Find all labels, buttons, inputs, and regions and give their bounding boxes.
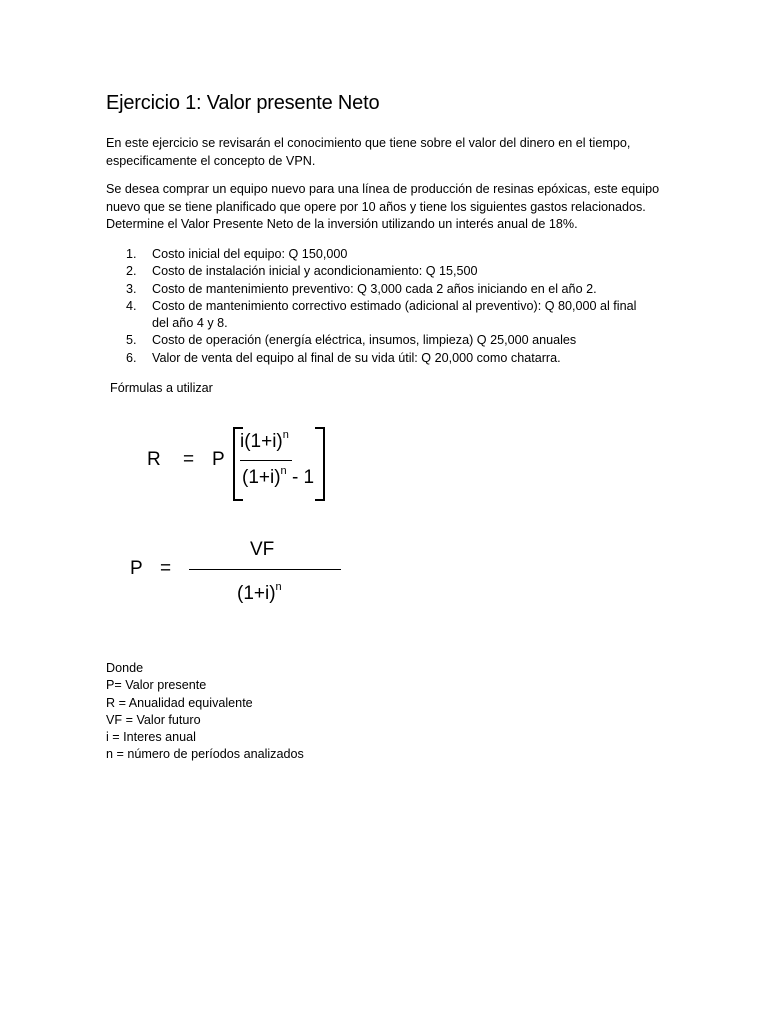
formula-denominator <box>237 583 282 605</box>
list-item <box>126 350 666 367</box>
formula-numerator <box>240 431 289 453</box>
definition-item: i = Interes anual <box>106 730 196 745</box>
denominator-base: (1+i) <box>237 583 276 604</box>
numerator-base: i(1+i) <box>240 431 283 452</box>
annuity-formula <box>140 425 340 505</box>
list-item-number: 3. <box>126 281 137 296</box>
list-item-number: 4. <box>126 298 137 313</box>
list-item-number: 6. <box>126 350 137 365</box>
formula-p: P <box>212 449 225 470</box>
cost-list <box>126 246 666 367</box>
list-item-text: Costo de operación (energía eléctrica, insumos, limpieza) Q 25,000 anuales <box>152 333 577 348</box>
formula-numerator: VF <box>250 539 275 560</box>
list-item <box>126 281 666 298</box>
list-item <box>126 246 666 263</box>
definition-item: P= Valor presente <box>106 678 207 693</box>
formula-denominator <box>242 467 314 489</box>
intro-line: En este ejercicio se revisarán el conocimiento que tiene sobre el valor del dinero en el tiempo, <box>106 136 631 150</box>
definition-item: VF = Valor futuro <box>106 712 201 727</box>
problem-paragraph <box>106 181 666 234</box>
definitions-heading: Donde <box>106 661 144 675</box>
formulas-label: Fórmulas a utilizar <box>110 381 213 395</box>
definition-item: R = Anualidad equivalente <box>106 695 253 710</box>
formula-equals: = <box>183 449 195 470</box>
page-title: Ejercicio 1: Valor presente Neto <box>106 92 380 114</box>
present-value-formula <box>120 535 360 615</box>
list-item <box>126 332 666 349</box>
numerator-exponent: n <box>282 429 289 441</box>
list-item-text: Costo de mantenimiento preventivo: Q 3,000 cada 2 años iniciando en el año 2. <box>152 281 597 296</box>
intro-line: especificamente el concepto de VPN. <box>106 153 316 168</box>
fraction-line <box>189 569 341 570</box>
problem-line: Determine el Valor Presente Neto de la inversión utilizando un interés anual de 18%. <box>106 217 578 231</box>
list-item-number: 2. <box>126 264 137 279</box>
problem-line: nuevo que se tiene planificado que opere por 10 años y tiene los siguientes gastos relacionados. <box>106 199 646 214</box>
list-item <box>126 298 666 333</box>
list-item-text: Costo inicial del equipo: Q 150,000 <box>152 247 348 261</box>
denominator-exponent: n <box>280 465 287 477</box>
formula-lhs: P <box>130 558 143 579</box>
list-item-text: del año 4 y 8. <box>152 316 228 331</box>
denominator-base: (1+i) <box>242 467 281 488</box>
formula-lhs: R <box>147 449 161 470</box>
definitions-block <box>106 660 304 764</box>
fraction-line <box>240 460 292 461</box>
list-item-text: Costo de instalación inicial y acondicionamiento: Q 15,500 <box>152 264 478 279</box>
denominator-tail: - 1 <box>286 467 315 488</box>
list-item <box>126 263 666 280</box>
list-item-text: Valor de venta del equipo al final de su vida útil: Q 20,000 como chatarra. <box>152 350 561 365</box>
formula-equals: = <box>160 558 172 579</box>
right-bracket <box>315 427 325 501</box>
intro-paragraph <box>106 135 666 170</box>
list-item-number: 1. <box>126 247 137 261</box>
list-item-number: 5. <box>126 333 137 348</box>
list-item-text: Costo de mantenimiento correctivo estimado (adicional al preventivo): Q 80,000 al final <box>152 298 637 313</box>
definition-item: n = número de períodos analizados <box>106 747 304 762</box>
denominator-exponent: n <box>275 581 282 593</box>
problem-line: Se desea comprar un equipo nuevo para una línea de producción de resinas epóxicas, este equipo <box>106 182 660 196</box>
